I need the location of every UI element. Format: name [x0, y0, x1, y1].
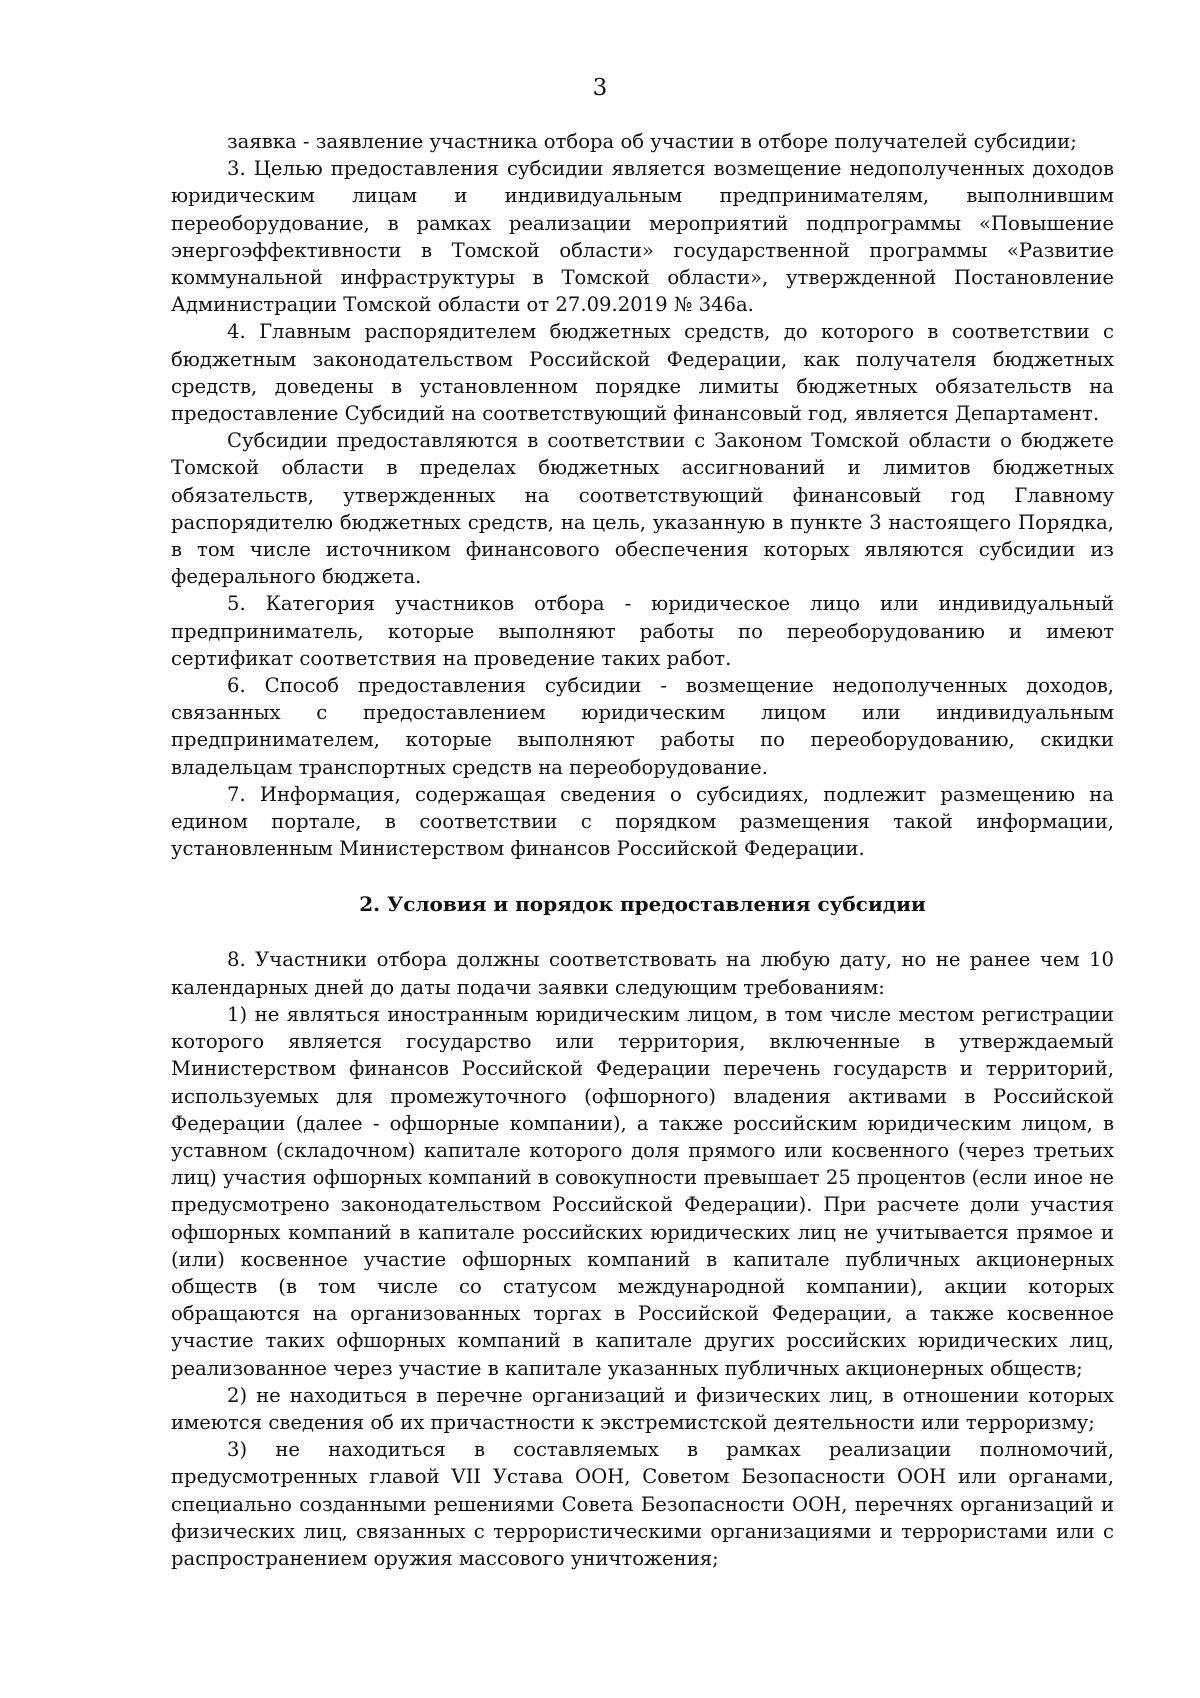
document-body — [171, 128, 1114, 1572]
paragraph-8-item-3: 3) не находиться в составляемых в рамках реализации полномочий, предусмотренных главой VII Устава ООН, Советом Безопасности ООН или органами, специально созданными решениями Совета Безопасности ООН, перечнях организаций и физических лиц, связанных с террористическими организациями и террористами или с распространением оружия массового уничтожения; — [171, 1438, 1114, 1570]
paragraph-6: 6. Способ предоставления субсидии - возмещение недополученных доходов, связанных с предоставлением юридическим лицом или индивидуальным предпринимателем, которые выполняют работы по переоборудованию, скидки владельцам транспортных средств на переоборудование. — [171, 674, 1114, 779]
paragraph-8: 8. Участники отбора должны соответствовать на любую дату, но не ранее чем 10 календарных дней до даты подачи заявки следующим требованиям: — [171, 948, 1114, 999]
section-heading: 2. Условия и порядок предоставления субсидии — [359, 892, 926, 917]
page-number: 3 — [592, 75, 608, 101]
paragraph-4: 4. Главным распорядителем бюджетных средств, до которого в соответствии с бюджетным законодательством Российской Федерации, как получателя бюджетных средств, доведены в установленном порядке лимиты бюджетных обязательств на предоставление Субсидий на соответствующий финансовый год, является Департамент. — [171, 320, 1114, 426]
paragraph-5: 5. Категория участников отбора - юридическое лицо или индивидуальный предприниматель, которые выполняют работы по переоборудованию и имеют сертификат соответствия на проведение таких работ. — [171, 592, 1114, 670]
paragraph-7: 7. Информация, содержащая сведения о субсидиях, подлежит размещению на едином портале, в соответствии с порядком размещения такой информации, установленным Министерством финансов Российской Федерации. — [171, 782, 1114, 861]
paragraph-8-item-2: 2) не находиться в перечне организаций и физических лиц, в отношении которых имеются сведения об их причастности к экстремистской деятельности или терроризму; — [171, 1383, 1114, 1434]
paragraph-application-definition: заявка - заявление участника отбора об участии в отборе получателей субсидии; — [227, 130, 1077, 153]
paragraph-8-item-1: 1) не являться иностранным юридическим лицом, в том числе местом регистрации которого является государство или территория, включенные в утверждаемый Министерством финансов Российской Федерации перечень государств и территорий, используемых для промежуточного (офшорного) владения активами в Российской Федерации (далее - офшорные компании), а также российским юридическим лицом, в уставном (складочном) капитале которого доля прямого или косвенного (через третьих лиц) участия офшорных компаний в совокупности превышает 25 процентов (если иное не предусмотрено законодательством Российской Федерации). При расчете доли участия офшорных компаний в капитале российских юридических лиц не учитывается прямое и (или) косвенное участие офшорных компаний в капитале публичных акционерных обществ (в том числе со статусом международной компании), акции которых обращаются на организованных торгах в Российской Федерации, а также косвенное участие таких офшорных компаний в капитале других российских юридических лиц, реализованное через участие в капитале указанных публичных акционерных обществ; — [171, 1002, 1114, 1380]
paragraph-3: 3. Целью предоставления субсидии является возмещение недополученных доходов юридическим лицам и индивидуальным предпринимателям, выполнившим переоборудование, в рамках реализации мероприятий подпрограммы «Повышение энергоэффективности в Томской области» государственной программы «Развитие коммунальной инфраструктуры в Томской области», утвержденной Постановление Администрации Томской области от 27.09.2019 № 346а. — [171, 157, 1114, 317]
paragraph-subsidies-budget: Субсидии предоставляются в соответствии с Законом Томской области о бюджете Томской области в пределах бюджетных ассигнований и лимитов бюджетных обязательств, утвержденных на соответствующий финансовый год Главному распорядителю бюджетных средств, на цель, указанную в пункте 3 настоящего Порядка, в том числе источником финансового обеспечения которых являются субсидии из федерального бюджета. — [171, 429, 1114, 589]
